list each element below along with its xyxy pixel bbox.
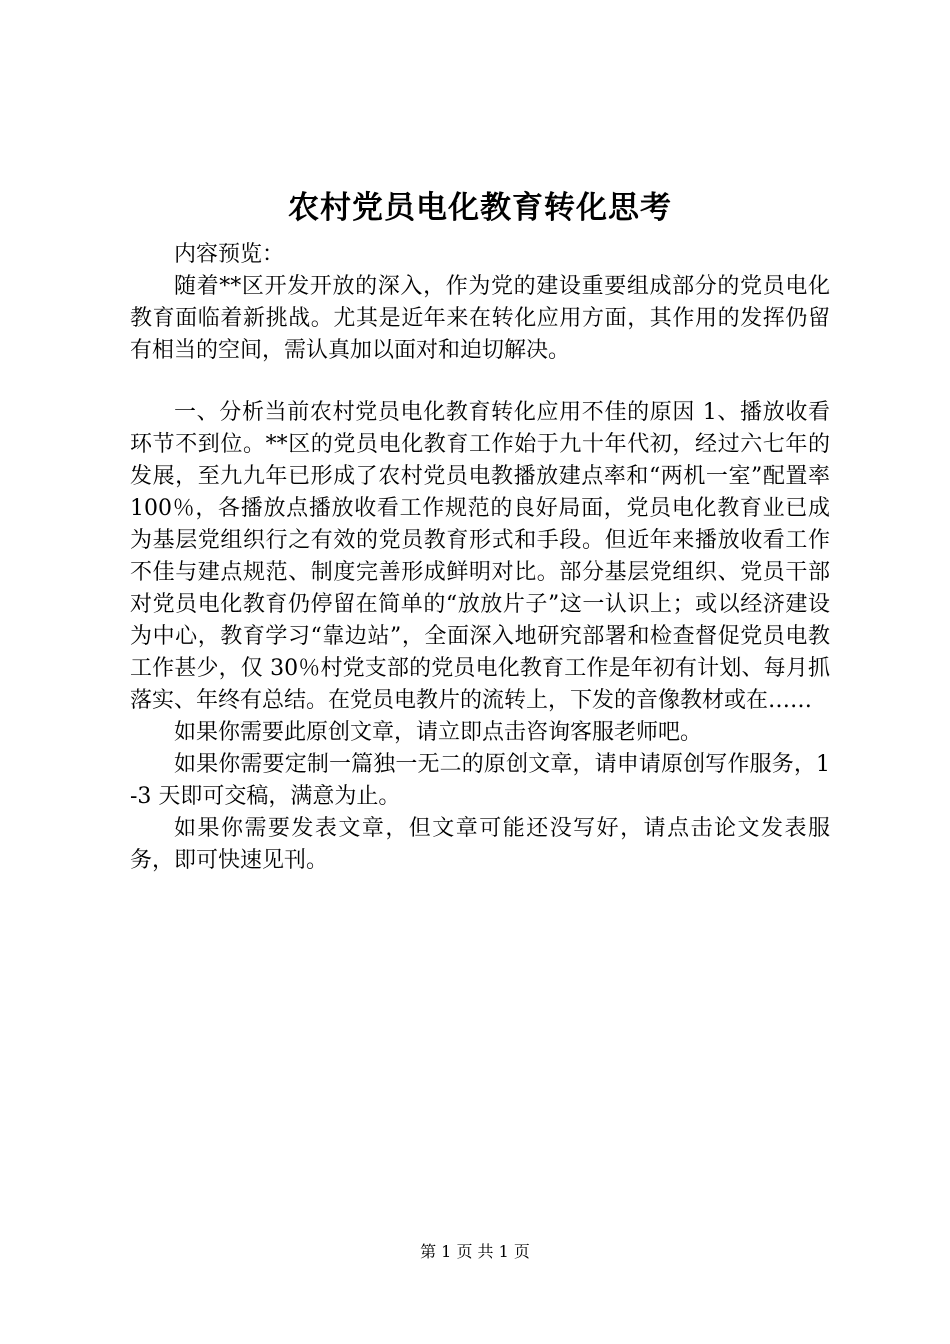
intro-paragraph: 随着**区开发开放的深入，作为党的建设重要组成部分的党员电化教育面临着新挑战。尤其是近年来在转化应用方面，其作用的发挥仍留有相当的空间，需认真加以面对和迫切解决。 — [130, 274, 830, 363]
notice-paragraph-2: 如果你需要定制一篇独一无二的原创文章，请申请原创写作服务，1-3 天即可交稿，满意为止。 — [130, 752, 830, 809]
document-title: 农村党员电化教育转化思考 — [288, 190, 672, 226]
document-body — [130, 185, 830, 877]
preview-label: 内容预览： — [174, 242, 285, 267]
page-footer: 第 1 页 共 1 页 — [420, 1242, 530, 1261]
section-one-paragraph: 一、分析当前农村党员电化教育转化应用不佳的原因 1、播放收看环节不到位。**区的党员电化教育工作始于九十年代初，经过六七年的发展，至九九年已形成了农村党员电教播放建点率和“两机一室”配置率 100％，各播放点播放收看工作规范的良好局面，党员电化教育业已成为基层党组织行之有效的党员教育形式和手段。但近年来播放收看工作不佳与建点规范、制度完善形成鲜明对比。部分基层党组织、党员干部对党员电化教育仍停留在简单的“放放片子”这一认识上；或以经济建设为中心，教育学习“靠边站”，全面深入地研究部署和检查督促党员电教工作甚少，仅 30％村党支部的党员电化教育工作是年初有计划、每月抓落实、年终有总结。在党员电教片的流转上，下发的音像教材或在…… — [130, 400, 830, 713]
notice-paragraph-3: 如果你需要发表文章，但文章可能还没写好，请点击论文发表服务，即可快速见刊。 — [130, 816, 830, 873]
notice-paragraph-1: 如果你需要此原创文章，请立即点击咨询客服老师吧。 — [174, 720, 703, 745]
